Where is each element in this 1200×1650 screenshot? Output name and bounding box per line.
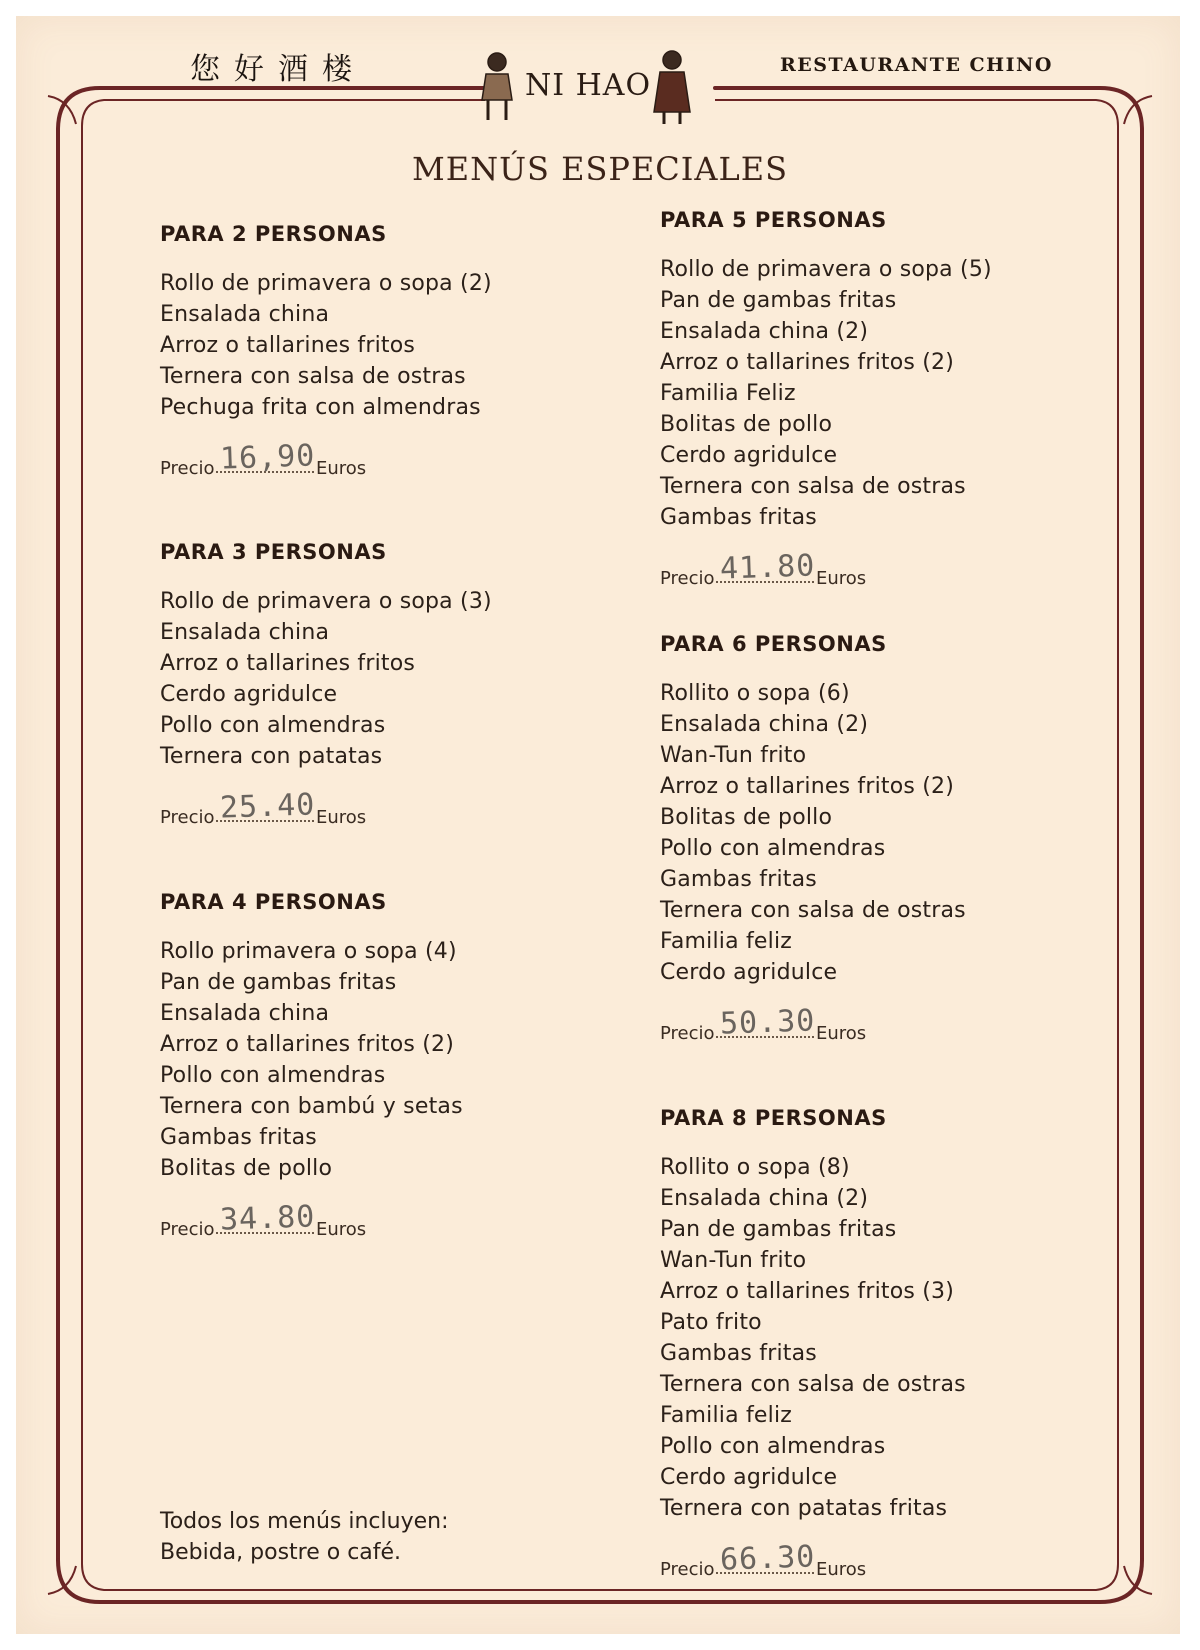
menu-item: Rollo de primavera o sopa (2)	[160, 271, 492, 296]
price-value: 66.30	[719, 1539, 816, 1578]
price-row	[160, 787, 600, 828]
footer-note	[160, 1506, 449, 1568]
menu-item: Ternera con salsa de ostras	[660, 898, 966, 923]
price-label: Precio	[660, 1559, 715, 1580]
menu-item: Gambas fritas	[660, 1341, 817, 1366]
price-row	[160, 1199, 600, 1240]
menu-item: Arroz o tallarines fritos (3)	[660, 1279, 955, 1304]
menu-item: Cerdo agridulce	[660, 1465, 838, 1490]
price-row	[660, 1539, 1100, 1580]
price-value: 41.80	[719, 548, 816, 587]
menu-item: Cerdo agridulce	[660, 960, 838, 985]
menu-item: Gambas fritas	[660, 505, 817, 530]
price-label: Precio	[160, 458, 215, 479]
figure-left-icon	[482, 53, 512, 120]
brand-name: NI HAO	[525, 68, 652, 103]
menu-item: Rollo de primavera o sopa (3)	[160, 589, 492, 614]
menu-item: Wan-Tun frito	[660, 1248, 807, 1273]
menu-item: Pollo con almendras	[160, 713, 386, 738]
menu-8-personas	[660, 1106, 1100, 1580]
footer-line: Todos los menús incluyen:	[160, 1509, 449, 1534]
menu-item-list	[660, 254, 1100, 533]
currency-label: Euros	[316, 807, 367, 828]
menu-item-list	[660, 1152, 1100, 1524]
menu-item: Arroz o tallarines fritos (2)	[660, 774, 955, 799]
menu-item: Ternera con patatas fritas	[660, 1496, 948, 1521]
menu-heading: PARA 8 PERSONAS	[660, 1106, 887, 1130]
menu-item: Rollo de primavera o sopa (5)	[660, 257, 992, 282]
menu-item: Gambas fritas	[160, 1125, 317, 1150]
menu-item: Pollo con almendras	[660, 836, 886, 861]
menu-3-personas	[160, 540, 600, 828]
menu-item: Bolitas de pollo	[660, 412, 833, 437]
menu-item: Arroz o tallarines fritos (2)	[160, 1032, 455, 1057]
menu-item-list	[160, 586, 600, 772]
menu-item: Bolitas de pollo	[660, 805, 833, 830]
menu-item: Bolitas de pollo	[160, 1156, 333, 1181]
menu-item: Pollo con almendras	[660, 1434, 886, 1459]
menu-item: Ensalada china	[160, 302, 330, 327]
menu-item: Cerdo agridulce	[160, 682, 338, 707]
menu-item: Ternera con salsa de ostras	[160, 364, 466, 389]
menu-item: Pechuga frita con almendras	[160, 395, 481, 420]
menu-item: Gambas fritas	[660, 867, 817, 892]
menu-item-list	[160, 936, 600, 1184]
menu-item-list	[660, 678, 1100, 988]
menu-item: Rollo primavera o sopa (4)	[160, 939, 457, 964]
menu-item: Ternera con salsa de ostras	[660, 474, 966, 499]
price-row	[660, 548, 1100, 589]
currency-label: Euros	[316, 1219, 367, 1240]
menu-heading: PARA 6 PERSONAS	[660, 632, 887, 656]
menu-6-personas	[660, 632, 1100, 1044]
price-row	[660, 1003, 1100, 1044]
menu-item: Ensalada china	[160, 620, 330, 645]
menu-item: Ensalada china (2)	[660, 319, 869, 344]
menu-item: Ensalada china (2)	[660, 1186, 869, 1211]
menu-heading: PARA 5 PERSONAS	[660, 208, 887, 232]
menu-item: Ensalada china	[160, 1001, 330, 1026]
menu-item: Familia Feliz	[660, 381, 796, 406]
menu-item: Familia feliz	[660, 1403, 793, 1428]
menu-item: Cerdo agridulce	[660, 443, 838, 468]
menu-heading: PARA 2 PERSONAS	[160, 222, 387, 246]
menu-2-personas	[160, 222, 600, 479]
menu-item: Rollito o sopa (6)	[660, 681, 850, 706]
menu-item: Rollito o sopa (8)	[660, 1155, 850, 1180]
price-value: 50.30	[719, 1003, 816, 1042]
menu-item-list	[160, 268, 600, 423]
figure-right-icon	[654, 51, 690, 124]
currency-label: Euros	[316, 458, 367, 479]
restaurant-type: RESTAURANTE CHINO	[780, 54, 1053, 76]
currency-label: Euros	[816, 1023, 867, 1044]
menu-item: Ternera con bambú y setas	[160, 1094, 463, 1119]
menu-item: Wan-Tun frito	[660, 743, 807, 768]
menu-item: Arroz o tallarines fritos (2)	[660, 350, 955, 375]
menu-heading: PARA 3 PERSONAS	[160, 540, 387, 564]
price-label: Precio	[660, 568, 715, 589]
chinese-restaurant-name: 您好酒楼	[190, 52, 366, 87]
menu-5-personas	[660, 208, 1100, 589]
menu-4-personas	[160, 890, 600, 1240]
currency-label: Euros	[816, 568, 867, 589]
menu-item: Pato frito	[660, 1310, 762, 1335]
menu-item: Pan de gambas fritas	[660, 288, 897, 313]
menu-item: Pan de gambas fritas	[160, 970, 397, 995]
menu-item: Pan de gambas fritas	[660, 1217, 897, 1242]
price-label: Precio	[160, 807, 215, 828]
footer-line: Bebida, postre o café.	[160, 1540, 402, 1565]
menu-item: Ternera con patatas	[160, 744, 383, 769]
price-value: 16,90	[219, 438, 316, 477]
menu-item: Pollo con almendras	[160, 1063, 386, 1088]
price-row	[160, 438, 600, 479]
menu-item: Familia feliz	[660, 929, 793, 954]
price-label: Precio	[660, 1023, 715, 1044]
page-title: MENÚS ESPECIALES	[411, 150, 789, 188]
menu-item: Ternera con salsa de ostras	[660, 1372, 966, 1397]
menu-item: Arroz o tallarines fritos	[160, 651, 416, 676]
menu-item: Ensalada china (2)	[660, 712, 869, 737]
currency-label: Euros	[816, 1559, 867, 1580]
price-value: 25.40	[219, 787, 316, 826]
menu-item: Arroz o tallarines fritos	[160, 333, 416, 358]
price-value: 34.80	[219, 1199, 316, 1238]
price-label: Precio	[160, 1219, 215, 1240]
menu-heading: PARA 4 PERSONAS	[160, 890, 387, 914]
